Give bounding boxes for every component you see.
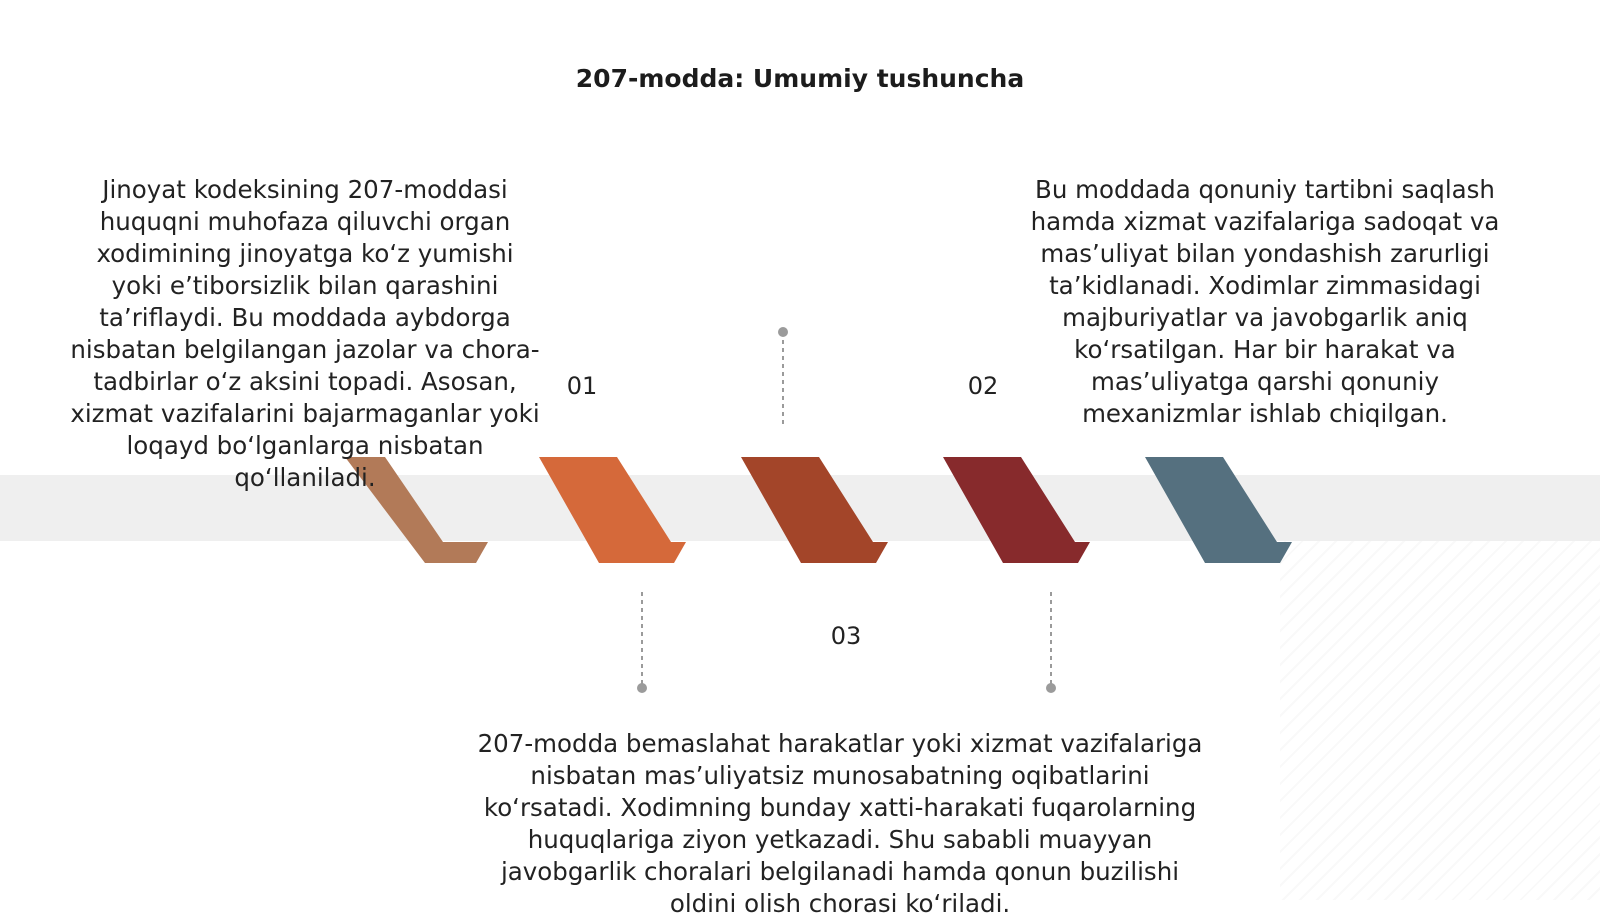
step-number-02: 02 (967, 372, 999, 400)
step-number-01: 01 (566, 372, 598, 400)
step-text-01: Jinoyat kodeksining 207-moddasi huquqni muhofaza qiluvchi organ xodimining jinoyatga ko‘z yumishi yoki e’tiborsizlik bilan qarashini ta’riflaydi. Bu moddada aybdorga nisbatan belgilangan jazolar va chora-tadbirlar o‘z aksini topadi. Asosan, xizmat vazifalarini bajarmaganlar yoki loqayd bo‘lganlarga nisbatan qo‘llaniladi. (70, 175, 540, 492)
connector-bottom-right-dot (1046, 683, 1056, 693)
connector-top-dot (778, 327, 788, 337)
chevron-4 (943, 457, 1090, 563)
chevron-5 (1145, 457, 1292, 563)
page-title: 207-modda: Umumiy tushuncha (575, 64, 1025, 93)
chevron-3 (741, 457, 888, 563)
step-text-03: 207-modda bemaslahat harakatlar yoki xizmat vazifalariga nisbatan mas’uliyatsiz munosabatning oqibatlarini ko‘rsatadi. Xodimning bunday xatti-harakati fuqarolarning huquqlariga ziyon yetkazadi. Shu sababli muayyan javobgarlik choralari belgilanadi hamda qonun buzilishi oldini olish chorasi ko‘riladi. (477, 729, 1203, 918)
chevron-2 (539, 457, 686, 563)
step-text-02: Bu moddada qonuniy tartibni saqlash hamda xizmat vazifalariga sadoqat va mas’uliyat bilan yondashish zarurligi ta’kidlanadi. Xodimlar zimmasidagi majburiyatlar va javobgarlik aniq ko‘rsatilgan. Har bir harakat va mas’uliyatga qarshi qonuniy mexanizmlar ishlab chiqilgan. (1030, 175, 1500, 428)
connector-bottom-left-dot (637, 683, 647, 693)
step-number-03: 03 (830, 622, 862, 650)
